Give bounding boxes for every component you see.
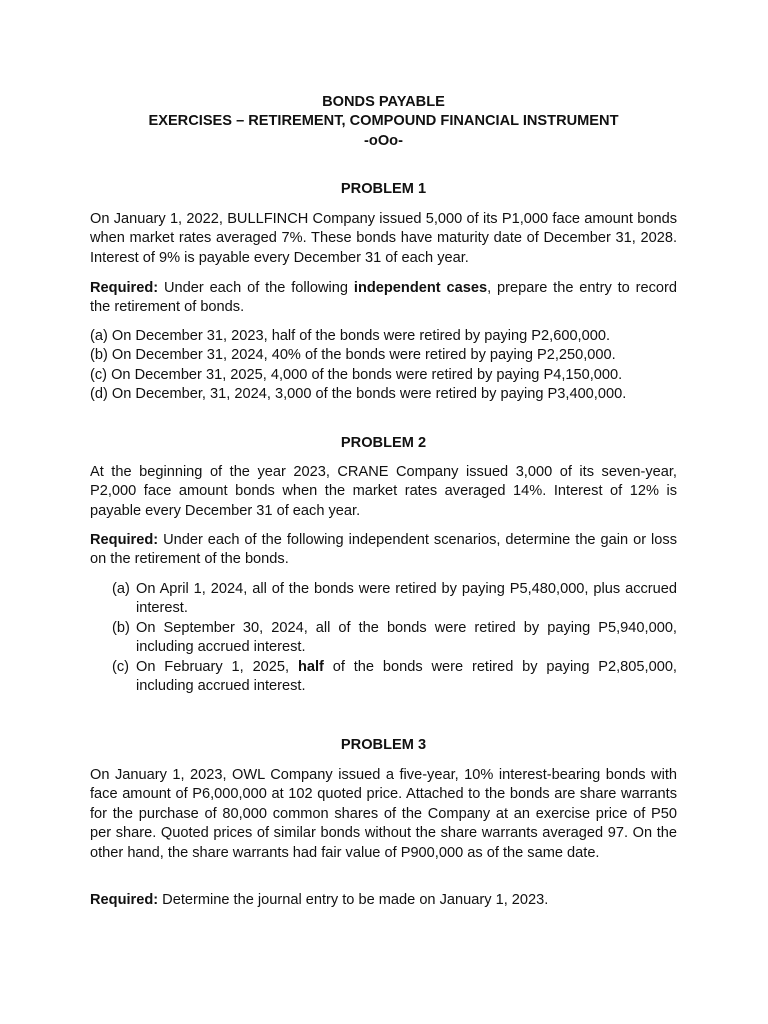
list-item-text-pre: On February 1, 2025, [136,658,298,675]
problem1-required [90,279,677,318]
list-item-text: On April 1, 2024, all of the bonds were retired by paying P5,480,000, plus accrued interest. [136,581,677,617]
required-label: Required: [90,892,159,908]
list-item: (a) On December 31, 2023, half of the bonds were retired by paying P2,600,000. [90,328,611,344]
problem2-scenario-list [90,580,677,696]
list-item [90,580,677,619]
problem2-heading: PROBLEM 2 [340,435,427,451]
header-separator: -oOo- [364,132,403,149]
required-text: Determine the journal entry to be made on January 1, 2023. [158,892,549,908]
problem1-case-list [90,327,677,405]
list-item-text-bold: half [297,658,324,675]
list-item: (b) On December 31, 2024, 40% of the bonds were retired by paying P2,250,000. [90,347,616,364]
problem2-body: At the beginning of the year 2023, CRANE Company issued 3,000 of its seven-year, P2,000 face amount bonds when the market rates averaged 14%. Interest of 12% is payable every December 31 of each year. [90,464,677,519]
list-item-text-post: of the bonds were retired by paying P2,805,000, including accrued interest. [136,658,677,695]
list-marker: (a) [112,581,130,597]
list-item [90,658,677,697]
list-item-text: On September 30, 2024, all of the bonds were retired by paying P5,940,000, including accrued interest. [136,619,677,656]
document-subtitle: EXERCISES – RETIREMENT, COMPOUND FINANCIAL INSTRUMENT [148,113,619,130]
required-label: Required: [90,280,159,296]
required-text-post: , prepare the entry to record the retirement of bonds. [90,280,678,316]
problem1-heading: PROBLEM 1 [340,181,427,197]
list-item: (c) On December 31, 2025, 4,000 of the bonds were retired by paying P4,150,000. [90,366,623,383]
problem3-heading: PROBLEM 3 [340,737,427,753]
list-item [90,619,677,658]
problem3-body: On January 1, 2023, OWL Company issued a five-year, 10% interest-bearing bonds with face amount of P6,000,000 at 102 quoted price. Attached to the bonds are share warrants for the purchase of 80,000 common shares of the Company at an exercise price of P50 per share. Quoted prices of similar bonds without the share warrants averaged 97. On the other hand, the share warrants had fair value of P900,000 as of the same date. [90,767,677,861]
problem3-required [90,891,677,910]
required-text-bold: independent cases [353,280,488,296]
required-text-pre: Under each of the following [158,280,354,296]
required-text: Under each of the following independent scenarios, determine the gain or loss on the retirement of the bonds. [90,532,677,568]
document-header [90,93,677,151]
document-title: BONDS PAYABLE [322,94,445,110]
problem1-body: On January 1, 2022, BULLFINCH Company issued 5,000 of its P1,000 face amount bonds when market rates averaged 7%. These bonds have maturity date of December 31, 2028. Interest of 9% is payable every December 31 of each year. [90,211,677,266]
problem2-required [90,531,677,570]
list-marker: (b) [112,619,130,636]
required-label: Required: [90,532,159,548]
list-item: (d) On December, 31, 2024, 3,000 of the bonds were retired by paying P3,400,000. [90,386,627,403]
list-marker: (c) [112,658,130,675]
